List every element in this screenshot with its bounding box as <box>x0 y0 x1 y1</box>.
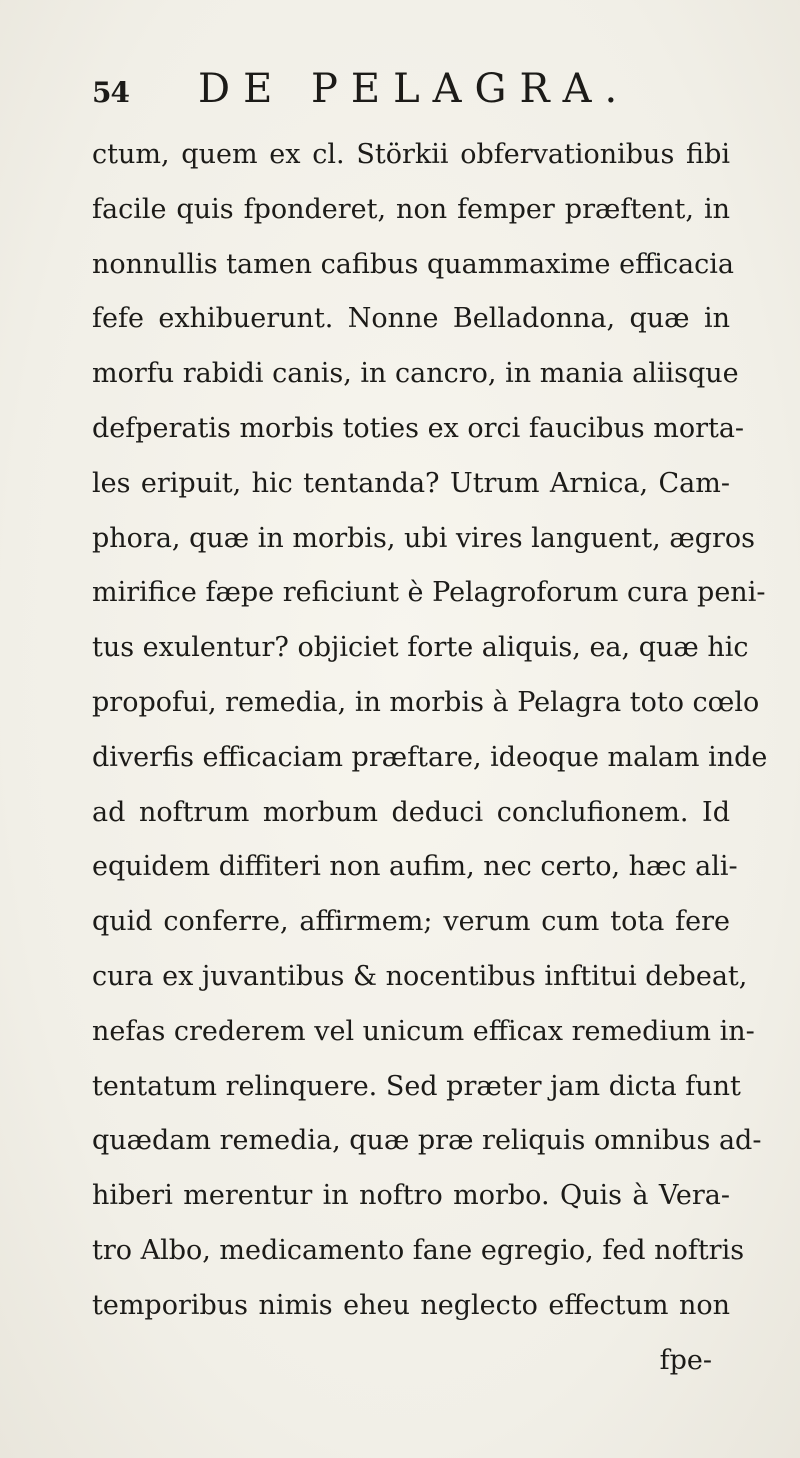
text-line: hiberi merentur in noftro morbo. Quis à Vera- <box>92 1180 730 1212</box>
page-header <box>92 66 732 116</box>
catchword: fpe- <box>659 1344 712 1376</box>
text-line: diverfis efficaciam præftare, ideoque malam inde <box>92 741 768 773</box>
running-title: DE PELAGRA. <box>198 66 631 112</box>
text-line: les eripuit, hic tentanda? Utrum Arnica, Cam- <box>92 467 730 499</box>
body-text <box>92 128 768 1388</box>
text-line: morfu rabidi canis, in cancro, in mania aliisque <box>92 358 739 390</box>
page-number: 54 <box>92 76 129 109</box>
text-line: mirifice fæpe reficiunt è Pelagroforum cura peni- <box>92 577 766 609</box>
text-line: tentatum relinquere. Sed præter jam dicta funt <box>92 1070 741 1102</box>
text-line: temporibus nimis eheu neglecto effectum non <box>92 1289 730 1321</box>
text-line: propofui, remedia, in morbis à Pelagra toto cœlo <box>92 686 760 718</box>
text-line: fefe exhibuerunt. Nonne Belladonna, quæ in <box>92 303 730 335</box>
text-line: tus exulentur? objiciet forte aliquis, ea, quæ hic <box>92 632 749 664</box>
text-line: nonnullis tamen cafibus quammaxime efficacia <box>92 248 734 280</box>
text-line: tro Albo, medicamento fane egregio, fed noftris <box>92 1234 745 1266</box>
text-line: cura ex juvantibus & nocentibus inftitui debeat, <box>92 960 748 992</box>
text-line: ctum, quem ex cl. Störkii obfervationibus fibi <box>92 139 730 170</box>
text-line: nefas crederem vel unicum efficax remedium in- <box>92 1015 755 1047</box>
text-line: quid conferre, affirmem; verum cum tota fere <box>92 906 730 938</box>
text-line: facile quis fponderet, non femper præftent, in <box>92 193 730 225</box>
text-line: quædam remedia, quæ præ reliquis omnibus ad- <box>92 1125 762 1157</box>
text-line: defperatis morbis toties ex orci faucibus morta- <box>92 412 745 444</box>
text-line: equidem diffiteri non aufim, nec certo, hæc ali- <box>92 851 738 883</box>
text-line: phora, quæ in morbis, ubi vires languent, ægros <box>92 522 756 554</box>
text-line: ad noftrum morbum deduci conclufionem. Id <box>92 796 730 828</box>
